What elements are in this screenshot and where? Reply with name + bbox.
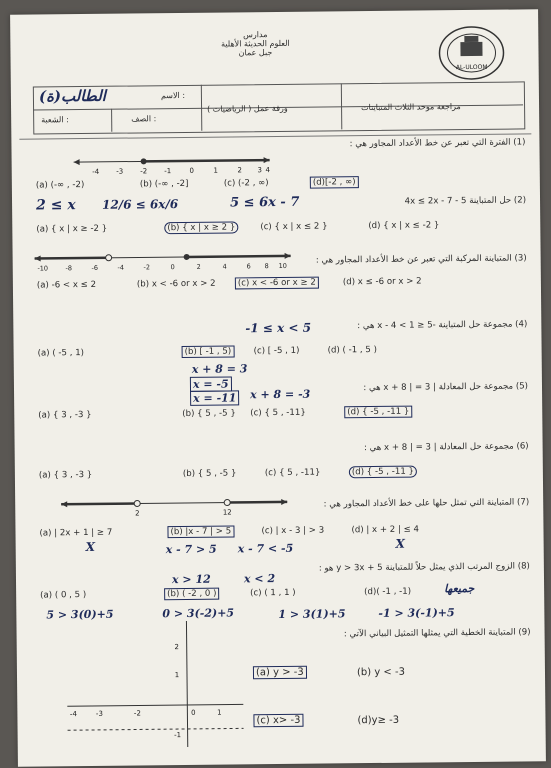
q5-option-a[interactable]: (a) { 3 , -3 } [38, 409, 92, 421]
school-line1: مدارس [243, 30, 268, 40]
q5-work-line4: x = -11 [190, 390, 239, 406]
q7-work1: x - 7 > 5 [165, 542, 217, 557]
q7-number-line [59, 490, 289, 518]
school-name-block [180, 29, 330, 58]
q5-option-c[interactable]: (c) { 5 , -11} [250, 407, 306, 419]
q9-axis-label: -3 [95, 709, 103, 718]
q4-work: -1 ≤ x < 5 [245, 320, 312, 336]
grade-label: الصف : [131, 114, 157, 124]
q3-tick-label: 10 [278, 261, 287, 270]
logo-text: AL-ULOOM [455, 63, 488, 72]
q8-option-c[interactable]: (c) ( 1 , 1 ) [250, 587, 296, 599]
subject-label: ( الرياضيات ) ورقة عمل [207, 103, 288, 114]
q1-tick-label: 1 [213, 166, 218, 175]
q9-axis-label: -1 [174, 731, 182, 740]
q5-work-line3: x + 8 = -3 [250, 387, 311, 402]
q1-tick-label: -4 [92, 167, 100, 176]
question-7-text: (7) المتباينة التي تمثل حلها على خط الأعداد المجاور هي : [323, 497, 530, 510]
q9-option-b[interactable]: (b) y < -3 [356, 666, 406, 679]
q1-tick-label: 2 [237, 166, 242, 175]
q7-mark-d: X [395, 536, 406, 551]
q3-tick-label: 0 [170, 263, 175, 272]
worksheet-title: مراجعة موحد الثلاث المتباينات [361, 102, 461, 113]
question-3-text: (3) المتباينة المركبة التي تعبر عن خط الأعداد المجاور هي : [315, 253, 527, 266]
q1-option-b[interactable]: (b) (-∞ , -2] [139, 178, 189, 190]
q8-option-a[interactable]: (a) ( 0 , 5 ) [40, 590, 87, 601]
q1-option-a[interactable]: (a) (-∞ , -2) [35, 180, 85, 191]
q7-option-c[interactable]: (c) | x - 3 | > 3 [261, 525, 325, 537]
division-label: الشعبة : [41, 115, 69, 125]
q1-tick-label: -1 [164, 167, 172, 176]
q1-tick-label: 0 [189, 166, 194, 175]
q8-work1: 5 > 3(0)+5 [46, 607, 114, 622]
q3-tick-label: -10 [37, 264, 49, 273]
school-line2: العلوم الحديثة الأهلية [221, 38, 290, 49]
q6-option-a[interactable]: (a) { 3 , -3 } [38, 469, 93, 481]
q9-option-d[interactable]: (d)y≥ -3 [357, 714, 400, 727]
q7-option-d[interactable]: (d) | x + 2 | ≤ 4 [351, 524, 420, 536]
q7-work2: x > 12 [171, 572, 211, 587]
q9-axis-label: -4 [69, 710, 77, 719]
q2-option-a[interactable]: (a) { x | x ≥ -2 } [36, 223, 108, 235]
q1-tick-label: -3 [116, 167, 124, 176]
q1-tick-label: -2 [140, 167, 148, 176]
q2-work-result: 2 ≤ x [35, 197, 76, 214]
question-2-text: (2) حل المتباينة 5 - 4x ≤ 2x - 7 [404, 195, 527, 207]
q3-tick-label: -8 [65, 264, 73, 273]
q5-work-line2: x = -5 [190, 376, 232, 391]
q3-tick-label: -2 [143, 263, 151, 272]
q7-work4: x < 2 [243, 572, 276, 586]
school-logo [436, 24, 507, 83]
q9-axis-label: 1 [174, 671, 180, 680]
q3-tick-label: 2 [196, 262, 201, 271]
q9-axis-label: 2 [174, 643, 179, 652]
school-line3: جبل عمان [238, 48, 273, 58]
q7-tick-label: 12 [222, 508, 232, 517]
question-4-text: (4) مجموعة حل المتباينة -5 ≤ x - 4 < 1 هي : [357, 319, 528, 332]
q3-option-d[interactable]: (d) x ≤ -6 or x > 2 [342, 276, 422, 288]
q3-option-a[interactable]: (a) -6 < x ≤ 2 [36, 279, 97, 291]
q2-work-fraction: 12/6 ≤ 6x/6 [101, 197, 179, 212]
q1-option-d[interactable]: (d)[-2 , ∞) [310, 176, 359, 189]
q7-tick-label: 2 [135, 509, 140, 518]
q7-option-b[interactable]: (b) |x - 7 | > 5 [167, 525, 234, 538]
q8-option-d[interactable]: (d)( -1 , -1) [364, 586, 412, 598]
q8-work4: -1 > 3(-1)+5 [378, 606, 455, 620]
q3-option-c[interactable]: (c) x < -6 or x ≥ 2 [235, 277, 319, 290]
q7-work3: x - 7 < -5 [237, 541, 294, 556]
q2-option-d[interactable]: (d) { x | x ≤ -2 } [368, 220, 440, 232]
q4-option-c[interactable]: (c) [ -5 , 1) [253, 345, 300, 357]
q1-option-c[interactable]: (c) (-2 , ∞) [223, 178, 269, 189]
q1-tick-label: 3 [257, 166, 262, 175]
q9-axis-label: 1 [217, 708, 222, 717]
q2-option-c[interactable]: (c) { x | x ≤ 2 } [260, 221, 328, 233]
q4-option-b[interactable]: (b) [ -1 , 5) [182, 345, 235, 358]
q1-tick-label: 4 [265, 166, 270, 175]
q6-option-c[interactable]: (c) { 5 , -11} [264, 467, 321, 479]
q5-option-b[interactable]: (b) { 5 , -5 } [182, 408, 236, 420]
question-9-text: (9) المتباينة الخطية التي يمثلها التمثيل البياني الآتي : [343, 627, 531, 640]
q1-number-line [72, 152, 272, 176]
q2-option-b[interactable]: (b) { x | x ≥ 2 } [164, 221, 238, 234]
q7-mark-a: X [85, 539, 96, 555]
q3-tick-label: -4 [117, 263, 125, 272]
name-label: الاسم : [160, 90, 186, 101]
q3-tick-label: -6 [91, 263, 99, 272]
q8-work2: 0 > 3(-2)+5 [162, 606, 235, 621]
q9-axis-label: -2 [133, 709, 141, 718]
q4-option-d[interactable]: (d) ( -1 , 5 ) [327, 344, 377, 356]
question-1-text: (1) الفترة التي تعبر عن خط الأعداد المجاور هي : [349, 137, 526, 150]
q8-work3: 1 > 3(1)+5 [278, 607, 346, 622]
question-6-text: (6) مجموعة حل المعادلة | x + 8 | = 3 هي : [363, 441, 529, 454]
q6-option-b[interactable]: (b) { 5 , -5 } [182, 468, 237, 480]
q8-note: جميعها [444, 581, 475, 596]
q3-tick-label: 6 [246, 262, 251, 271]
q5-work-line1: x + 8 = 3 [191, 362, 248, 376]
q7-option-a[interactable]: (a) | 2x + 1 | ≥ 7 [39, 527, 113, 539]
handwritten-name: الطالب(ة) [38, 86, 106, 106]
question-8-text: (8) الزوج المرتب الذي يمثل حلاً للمتباينة y > 3x + 5 هو : [318, 561, 530, 574]
q3-number-line [33, 248, 293, 273]
q9-graph [56, 618, 247, 750]
q9-axis-label: 0 [191, 708, 196, 717]
q3-tick-label: 8 [264, 262, 269, 271]
q6-option-d[interactable]: (d) { -5 , -11 } [349, 466, 417, 479]
q8-option-b[interactable]: (b) ( -2 , 0 ) [164, 588, 219, 601]
worksheet-page [10, 9, 546, 766]
q9-option-c[interactable]: (c) x> -3 [253, 714, 303, 728]
q3-option-b[interactable]: (b) x < -6 or x > 2 [136, 278, 216, 290]
q5-option-d[interactable]: (d) { -5 , -11 } [344, 406, 412, 419]
question-5-text: (5) مجموعة حل المعادلة | x + 8 | = 3 هي : [363, 381, 529, 394]
q2-work-step: 5 ≤ 6x - 7 [229, 194, 300, 211]
q3-tick-label: 4 [222, 262, 227, 271]
q9-option-a[interactable]: (a) y > -3 [253, 666, 307, 680]
q4-option-a[interactable]: (a) ( -5 , 1) [37, 348, 85, 359]
